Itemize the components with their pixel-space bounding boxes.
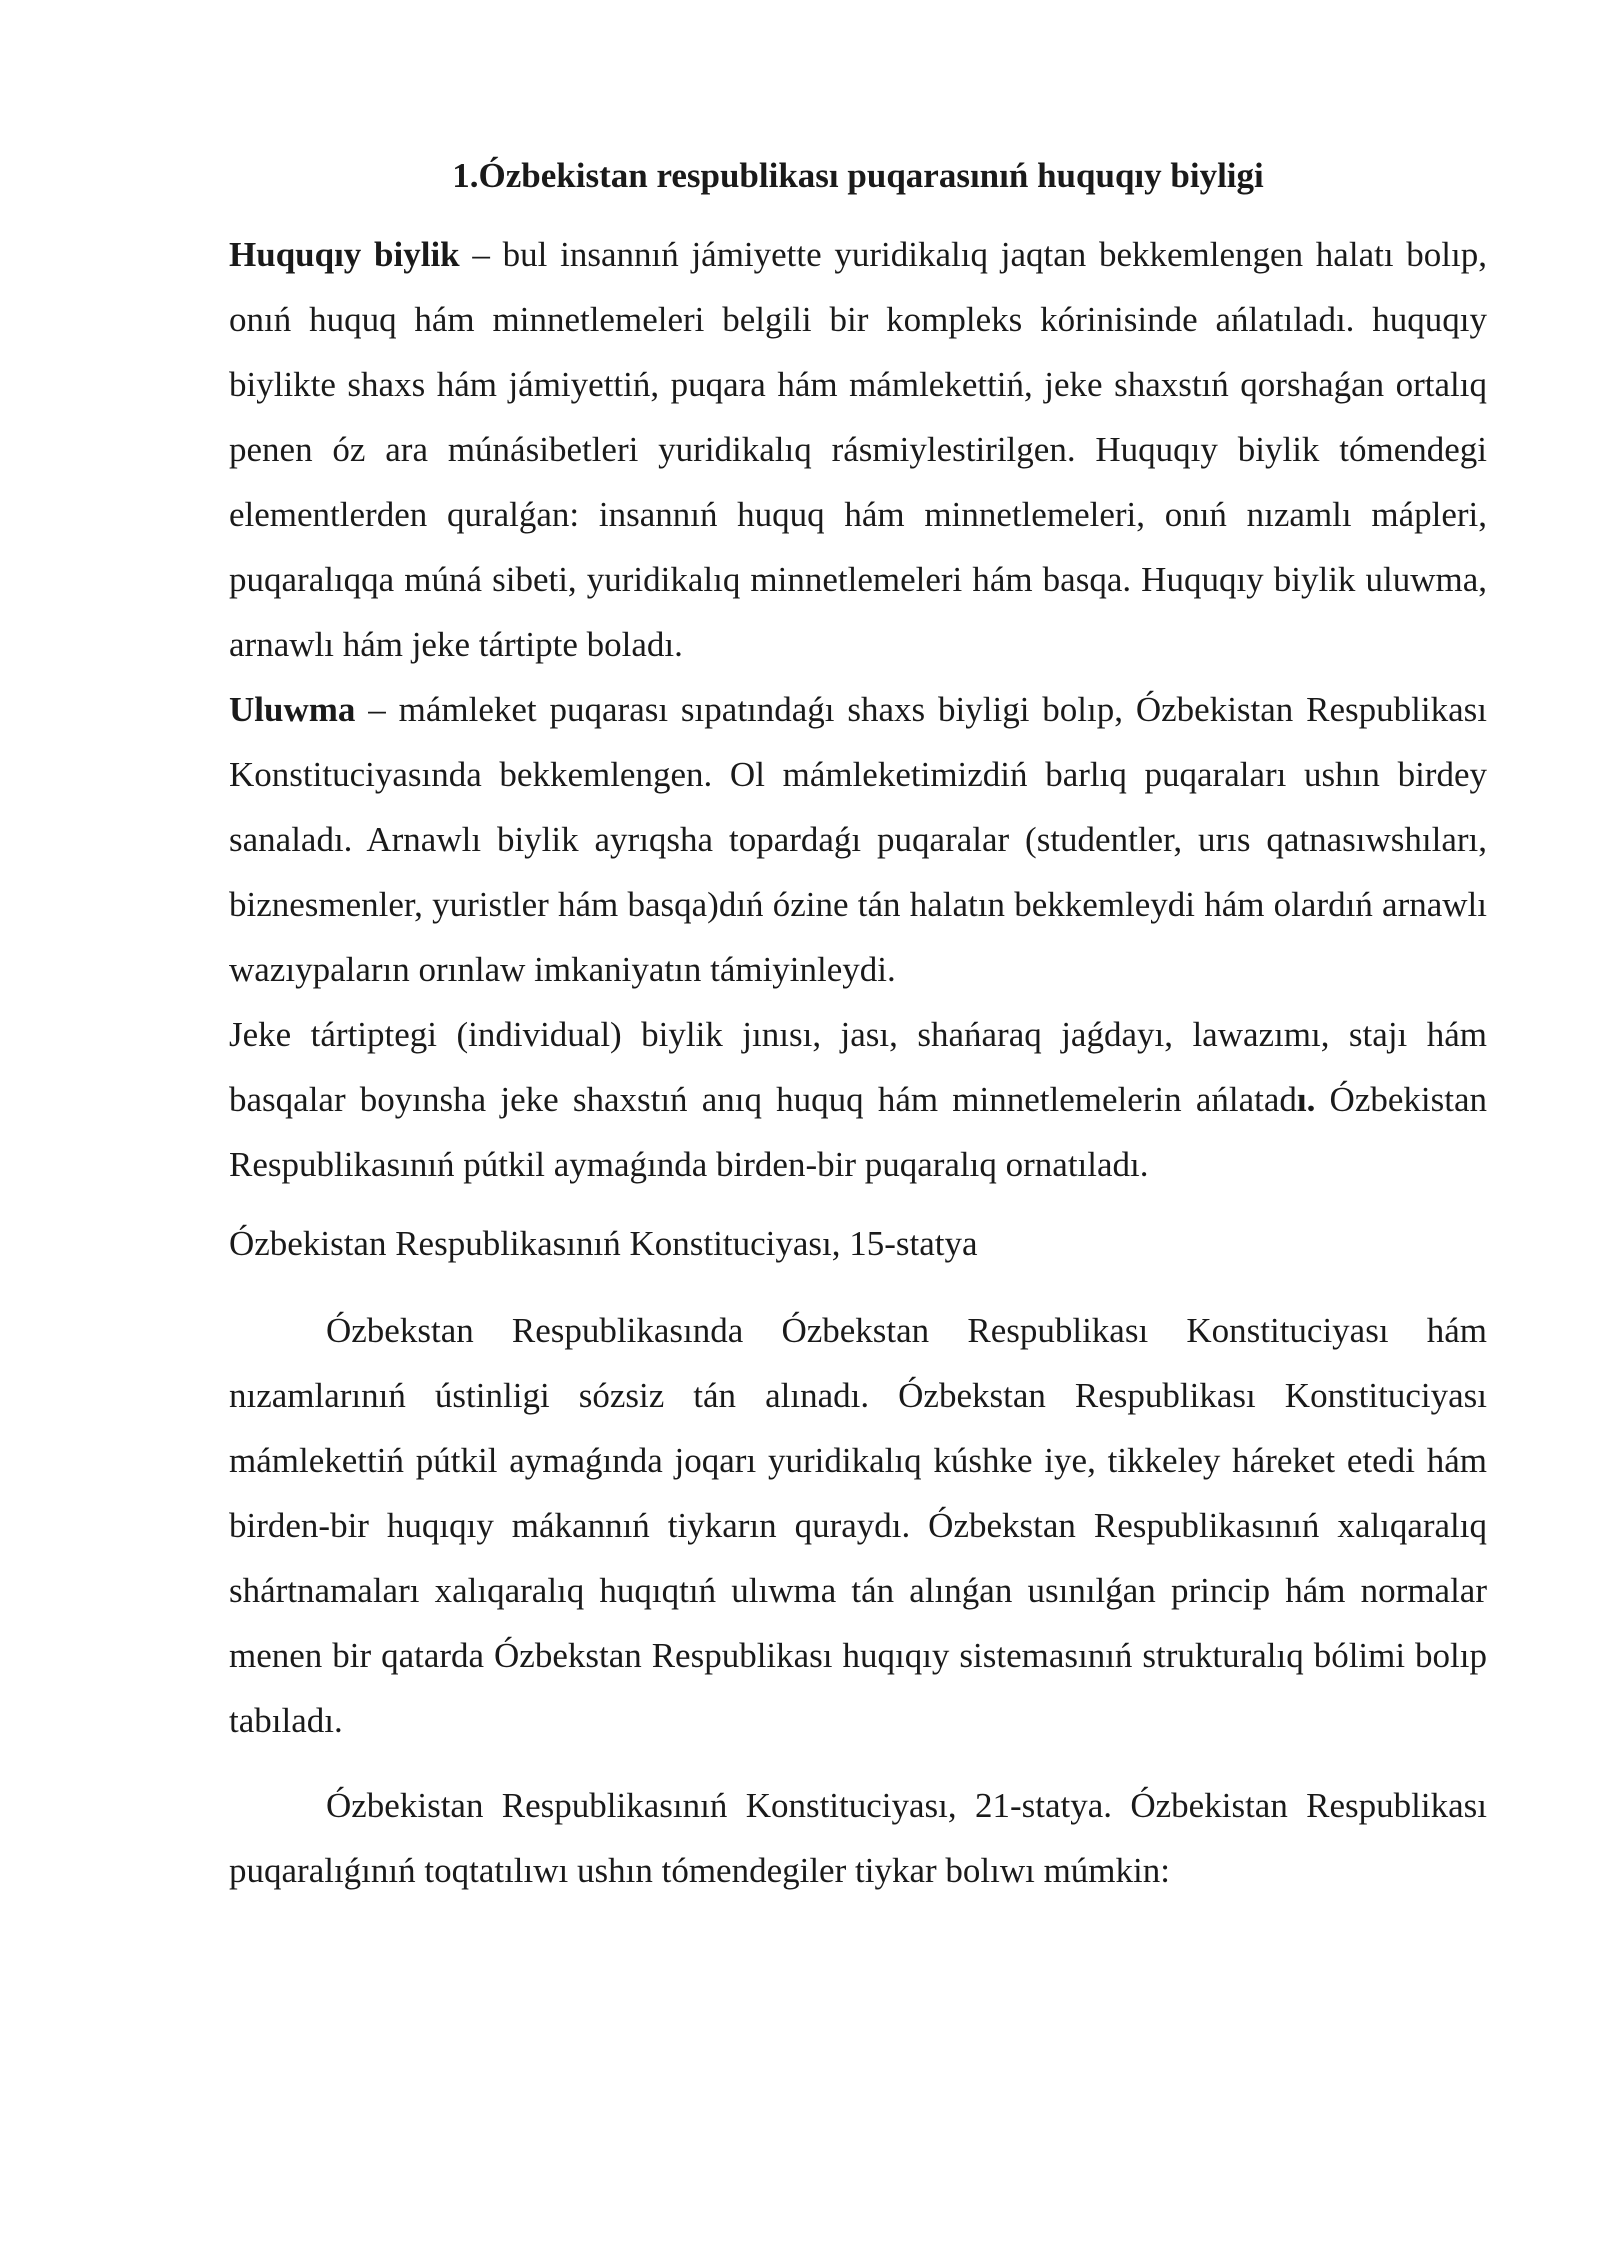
paragraph-article-15: Ózbekstan Respublikasında Ózbekstan Respublikası Konstituciyası hám nızamlarınıń ústinligi sózsiz tán alınadı. Ózbekstan Respublikası Konstituciyası mámlekettiń pútkil aymaǵında joqarı yuridikalıq kúshke iye, tikkeley háreket etedi hám birden-bir huqıqıy mákannıń tiykarın quraydı. Ózbekstan Respublikasınıń xalıqaralıq shártnamaları xalıqaralıq huqıqtıń ulıwma tán alınǵan usınılǵan princip hám normalar menen bir qatarda Ózbekstan Respublikası huqıqıy sistemasınıń strukturalıq bólimi bolıp tabıladı.: [229, 1311, 1487, 1740]
paragraph-text: – mámleket puqarası sıpatındaǵı shaxs biyligi bolıp, Ózbekistan Respublikası Konstituciyasında bekkemlengen. Ol mámleketimizdiń barlıq puqaraları ushın birdey sanaladı. Arnawlı biylik ayrıqsha topardaǵı puqaralar (studentler, urıs qatnasıwshıları, biznesmenler, yuristler hám basqa)dıń ózine tán halatın bekkemleydi hám olardıń arnawlı wazıypaların orınlaw imkaniyatın támiyinleydi.: [229, 690, 1487, 989]
document-page: [229, 150, 1487, 1903]
paragraph-text: – bul insannıń jámiyette yuridikalıq jaqtan bekkemlengen halatı bolıp, onıń huquq hám minnetlemeleri belgili bir kompleks kórinisinde ańlatıladı. huquqıy biylikte shaxs hám jámiyettiń, puqara hám mámlekettiń, jeke shaxstıń qorshaǵan ortalıq penen óz ara múnásibetleri yuridikalıq rásmiylestirilgen. Huquqıy biylik tómendegi elementlerden quralǵan: insannıń huquq hám minnetlemeleri, onıń nızamlı mápleri, puqaralıqqa múná sibeti, yuridikalıq minnetlemeleri hám basqa. Huquqıy biylik uluwma, arnawlı hám jeke tártipte boladı.: [229, 235, 1487, 664]
term-general: Uluwma: [229, 690, 356, 729]
bold-fragment: ı.: [1296, 1080, 1316, 1119]
paragraph-article-21: Ózbekistan Respublikasınıń Konstituciyası, 21-statya. Ózbekistan Respublikası puqaralıǵınıń toqtatılıwı ushın tómendegiler tiykar bolıwı múmkin:: [229, 1786, 1487, 1890]
term-legal-status: Huquqıy biylik: [229, 235, 460, 274]
paragraph-text: Jeke tártiptegi (individual) biylik jınısı, jası, shańaraq jaǵdayı, lawazımı, stajı hám basqalar boyınsha jeke shaxstıń anıq huquq hám minnetlemelerin ańlatad: [229, 1015, 1487, 1119]
paragraph-individual-status: [229, 1002, 1487, 1197]
article-caption: Ózbekistan Respublikasınıń Konstituciyası, 15-statya: [229, 1224, 978, 1263]
paragraph-text: Ózbekistan Respublikasınıń pútkil aymaǵında birden-bir puqaralıq ornatıladı.: [229, 1080, 1488, 1184]
document-title: 1.Ózbekistan respublikası puqarasınıń huquqıy biyligi: [452, 156, 1264, 195]
paragraph-general-status: [229, 677, 1487, 1002]
paragraph-legal-status: [229, 222, 1487, 677]
